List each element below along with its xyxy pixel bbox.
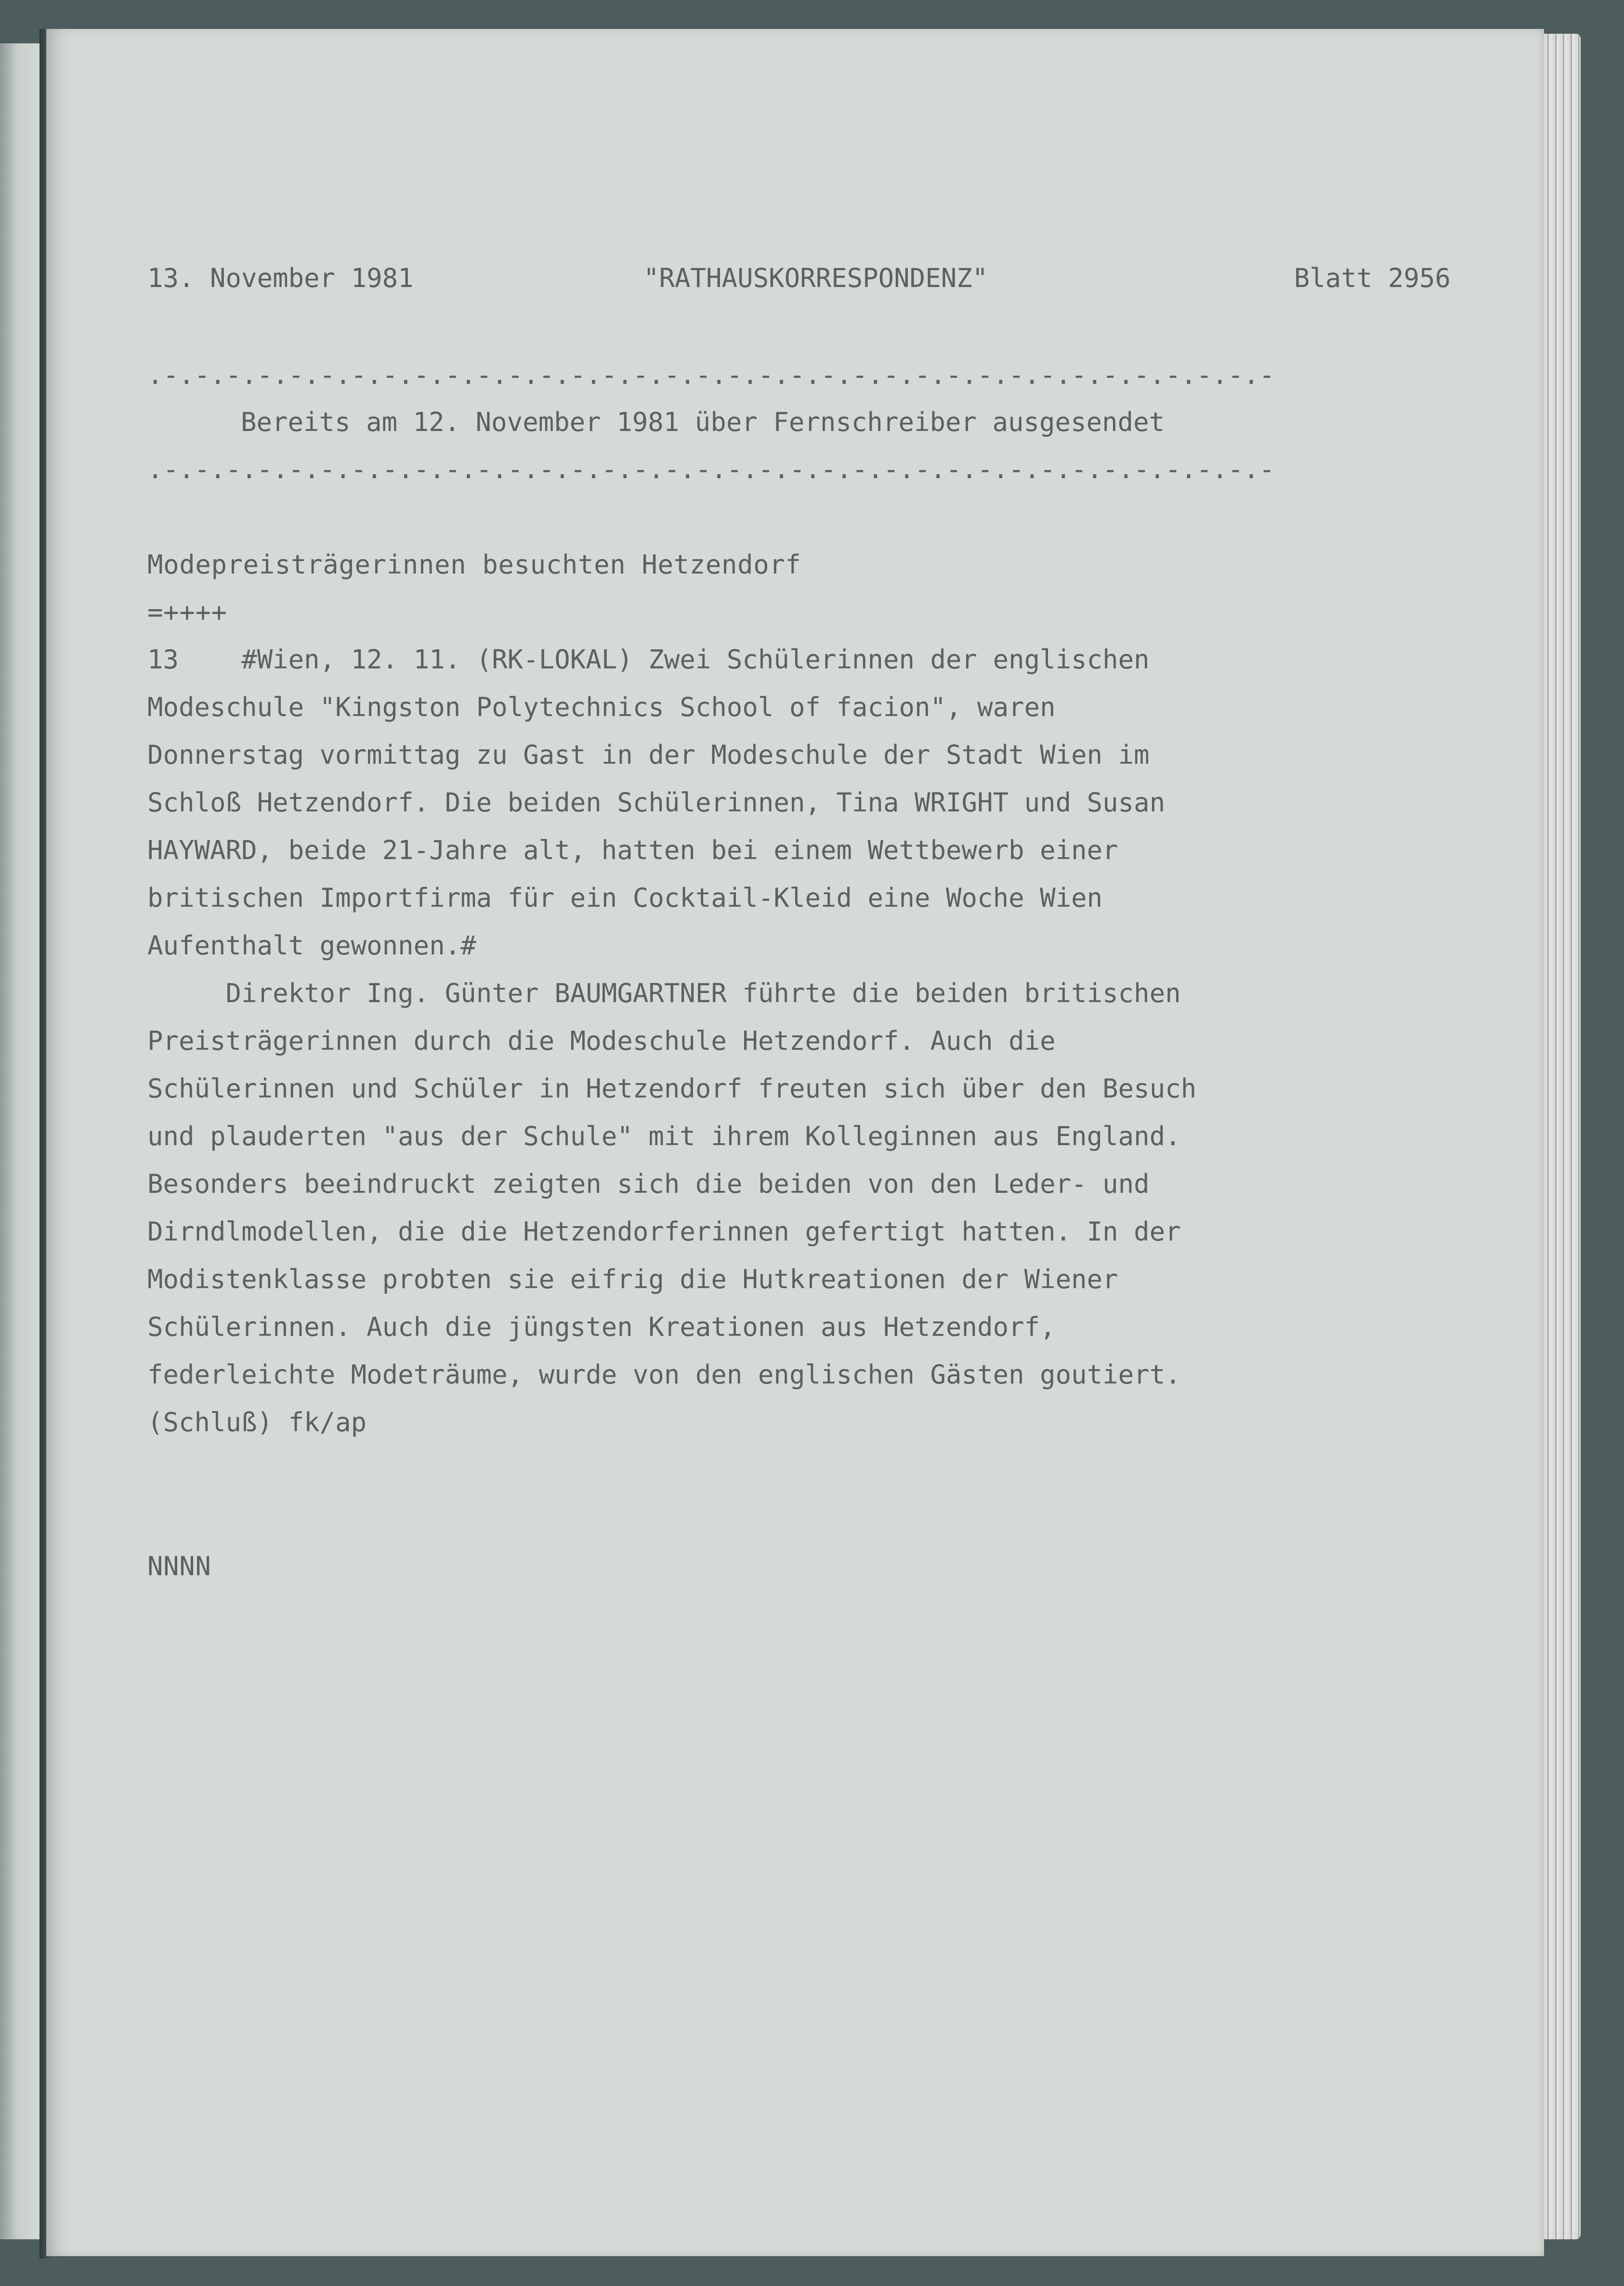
transmission-note: Bereits am 12. November 1981 über Fernschreiber ausgesendet [241, 407, 1165, 437]
body-line: Schloß Hetzendorf. Die beiden Schülerinnen, Tina WRIGHT und Susan [147, 787, 1166, 818]
separator-bottom: .-.-.-.-.-.-.-.-.-.-.-.-.-.-.-.-.-.-.-.-.-.-.-.-.-.-.-.-.-.-.-.-.-.-.-.- [147, 454, 1275, 484]
header-date: 13. November 1981 [147, 263, 414, 293]
article-title: Modepreisträgerinnen besuchten Hetzendorf [147, 549, 801, 580]
body-line: Schülerinnen. Auch die jüngsten Kreationen aus Hetzendorf, [147, 1312, 1056, 1342]
body-line: Besonders beeindruckt zeigten sich die beiden von den Leder- und [147, 1169, 1150, 1199]
body-line: Aufenthalt gewonnen.# [147, 930, 476, 961]
body-line: Preisträgerinnen durch die Modeschule Hetzendorf. Auch die [147, 1026, 1056, 1056]
body-line: Modeschule "Kingston Polytechnics School of facion", waren [147, 692, 1056, 722]
header-sheet-number: Blatt 2956 [1294, 263, 1451, 293]
body-line: 13 #Wien, 12. 11. (RK-LOKAL) Zwei Schülerinnen der englischen [147, 644, 1150, 675]
facing-page-edge [0, 43, 39, 2239]
body-line: Schülerinnen und Schüler in Hetzendorf freuten sich über den Besuch [147, 1073, 1197, 1104]
body-line: Modistenklasse probten sie eifrig die Hutkreationen der Wiener [147, 1264, 1118, 1294]
body-line: HAYWARD, beide 21-Jahre alt, hatten bei einem Wettbewerb einer [147, 835, 1118, 865]
separator-top: .-.-.-.-.-.-.-.-.-.-.-.-.-.-.-.-.-.-.-.-.-.-.-.-.-.-.-.-.-.-.-.-.-.-.-.- [147, 360, 1275, 390]
page-header [147, 254, 1451, 302]
body-line: und plauderten "aus der Schule" mit ihrem Kolleginnen aus England. [147, 1121, 1181, 1151]
article-marker: =++++ [147, 597, 227, 627]
body-line: Direktor Ing. Günter BAUMGARTNER führte die beiden britischen [147, 978, 1181, 1008]
body-line: britischen Importfirma für ein Cocktail-Kleid eine Woche Wien [147, 883, 1103, 913]
body-line: (Schluß) fk/ap [147, 1407, 367, 1437]
body-line: Donnerstag vormittag zu Gast in der Modeschule der Stadt Wien im [147, 740, 1150, 770]
end-mark: NNNN [147, 1551, 211, 1581]
body-line: federleichte Modeträume, wurde von den englischen Gästen goutiert. [147, 1359, 1181, 1390]
header-publication: "RATHAUSKORRESPONDENZ" [643, 263, 988, 293]
article-body [147, 636, 1477, 1446]
body-line: Dirndlmodellen, die die Hetzendorferinnen gefertigt hatten. In der [147, 1216, 1181, 1247]
